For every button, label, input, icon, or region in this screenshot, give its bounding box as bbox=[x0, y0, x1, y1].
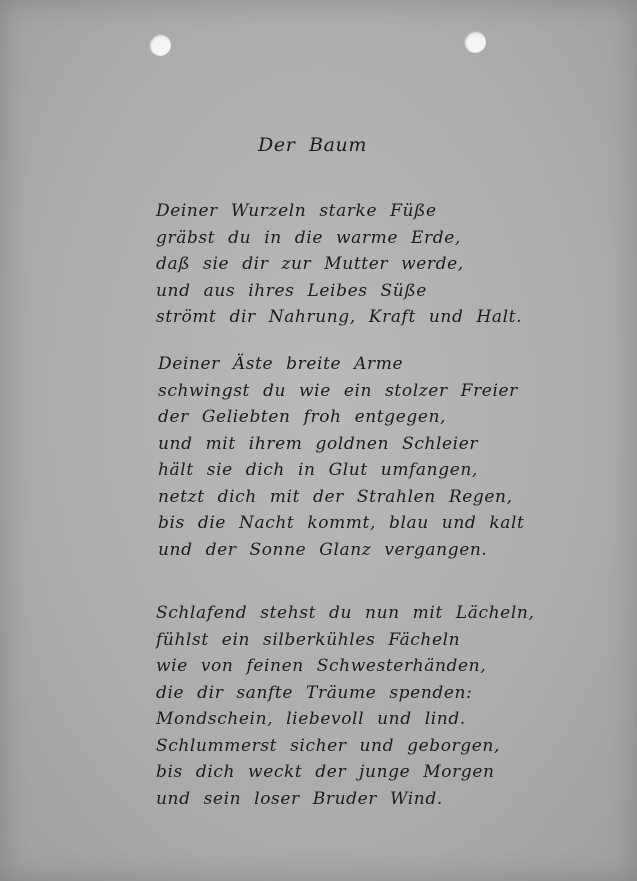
poem-line: wie von feinen Schwesterhänden, bbox=[156, 656, 487, 676]
poem-line: Deiner Äste breite Arme bbox=[158, 354, 404, 374]
punch-hole-right bbox=[464, 31, 486, 53]
poem-line: und mit ihrem goldnen Schleier bbox=[158, 433, 479, 454]
poem-line: Deiner Wurzeln starke Füße bbox=[156, 201, 437, 221]
stanza-1 bbox=[156, 198, 522, 331]
poem-line: und der Sonne Glanz vergangen. bbox=[158, 539, 488, 560]
poem-line: daß sie dir zur Mutter werde, bbox=[156, 254, 464, 274]
poem-line: gräbst du in die warme Erde, bbox=[156, 227, 461, 248]
poem-line: und sein loser Bruder Wind. bbox=[156, 788, 443, 809]
poem-line: netzt dich mit der Strahlen Regen, bbox=[158, 486, 513, 507]
poem-line: Mondschein, liebevoll und lind. bbox=[156, 709, 466, 729]
poem-line: bis die Nacht kommt, blau und kalt bbox=[158, 513, 525, 533]
stanza-2 bbox=[158, 351, 524, 563]
poem-line: strömt dir Nahrung, Kraft und Halt. bbox=[156, 307, 523, 327]
poem-line: Schlummerst sicher und geborgen, bbox=[156, 735, 500, 756]
poem-line: Schlafend stehst du nun mit Lächeln, bbox=[156, 603, 535, 623]
poem-line: bis dich weckt der junge Morgen bbox=[156, 762, 495, 782]
poem-title: Der Baum bbox=[258, 134, 367, 156]
poem-line: hält sie dich in Glut umfangen, bbox=[158, 460, 478, 480]
poem-line: schwingst du wie ein stolzer Freier bbox=[158, 380, 518, 401]
poem-line: der Geliebten froh entgegen, bbox=[158, 407, 447, 427]
stanza-3 bbox=[156, 600, 534, 812]
punch-hole-left bbox=[149, 34, 171, 56]
poem-line: und aus ihres Leibes Süße bbox=[156, 280, 427, 301]
poem-line: fühlst ein silberkühles Fächeln bbox=[156, 629, 461, 650]
poem-line: die dir sanfte Träume spenden: bbox=[156, 682, 473, 703]
